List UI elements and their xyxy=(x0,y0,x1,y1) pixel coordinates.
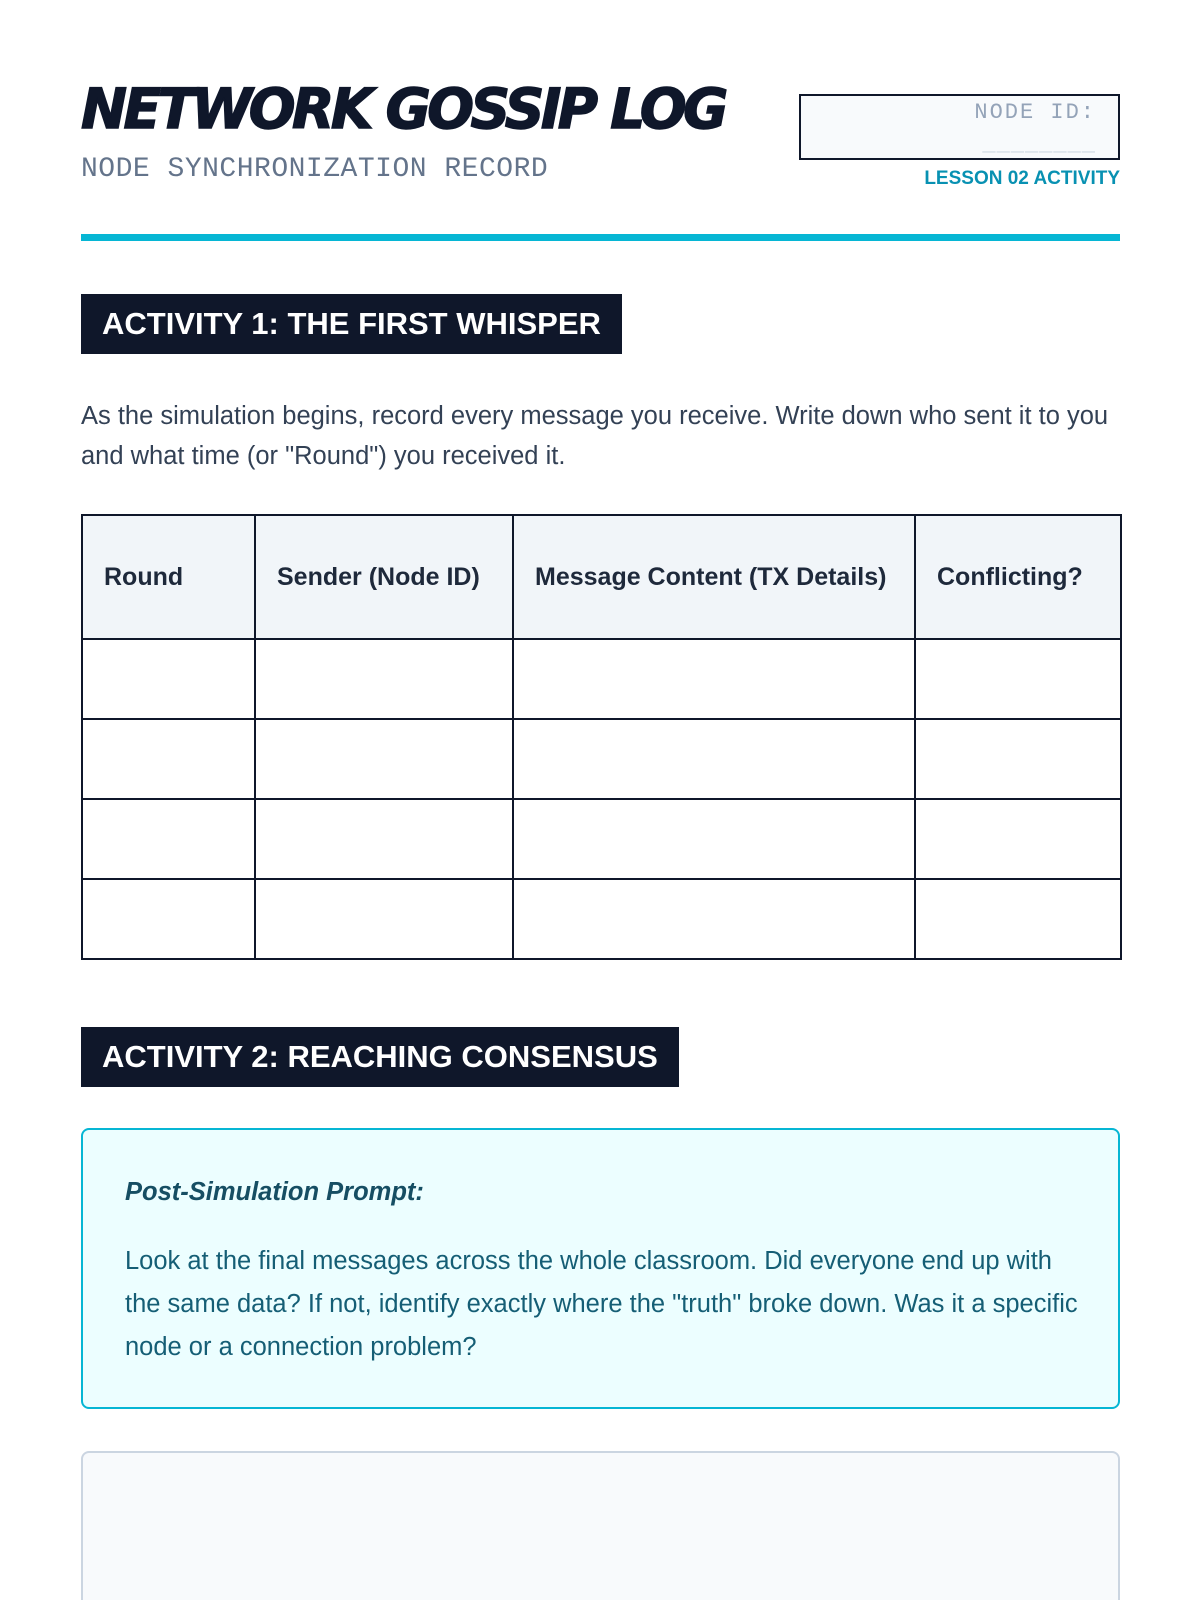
table-row xyxy=(82,799,1121,879)
table-cell[interactable] xyxy=(915,719,1121,799)
table-cell[interactable] xyxy=(255,639,513,719)
column-header-message-content: Message Content (TX Details) xyxy=(513,515,915,639)
prompt-title: Post-Simulation Prompt: xyxy=(125,1178,424,1206)
activity-2-heading: ACTIVITY 2: REACHING CONSENSUS xyxy=(81,1027,679,1087)
page-subtitle: NODE SYNCHRONIZATION RECORD xyxy=(81,154,549,185)
node-id-blank-line: ________ xyxy=(982,132,1096,157)
table-cell[interactable] xyxy=(82,879,255,959)
header-divider xyxy=(81,234,1120,241)
message-log-table xyxy=(81,514,1122,960)
activity-1-instructions: As the simulation begins, record every message you receive. Write down who sent it to you and what time (or "Round") you received it. xyxy=(81,402,1109,470)
table-row xyxy=(82,719,1121,799)
column-header-conflicting: Conflicting? xyxy=(915,515,1121,639)
page-header xyxy=(81,0,1120,242)
prompt-text: Look at the final messages across the whole classroom. Did everyone end up with the same data? If not, identify exactly where the "truth" broke down. Was it a specific node or a connection problem? xyxy=(125,1247,1078,1361)
activity-1-heading: ACTIVITY 1: THE FIRST WHISPER xyxy=(81,294,622,354)
column-header-sender: Sender (Node ID) xyxy=(255,515,513,639)
table-cell[interactable] xyxy=(82,719,255,799)
table-cell[interactable] xyxy=(82,799,255,879)
column-header-round: Round xyxy=(82,515,255,639)
table-cell[interactable] xyxy=(513,799,915,879)
table-cell[interactable] xyxy=(915,879,1121,959)
table-cell[interactable] xyxy=(513,639,915,719)
table-row xyxy=(82,879,1121,959)
table-cell[interactable] xyxy=(915,799,1121,879)
table-cell[interactable] xyxy=(513,719,915,799)
post-simulation-prompt-box xyxy=(81,1128,1120,1409)
table-row xyxy=(82,639,1121,719)
table-cell[interactable] xyxy=(82,639,255,719)
table-cell[interactable] xyxy=(915,639,1121,719)
lesson-tag: LESSON 02 ACTIVITY xyxy=(924,168,1120,189)
table-header-row xyxy=(82,515,1121,639)
node-id-field[interactable] xyxy=(799,94,1120,160)
node-id-label: NODE ID: xyxy=(974,100,1096,125)
answer-area[interactable] xyxy=(81,1451,1120,1600)
worksheet-page xyxy=(81,0,1120,1600)
table-cell[interactable] xyxy=(255,719,513,799)
table-cell[interactable] xyxy=(513,879,915,959)
table-cell[interactable] xyxy=(255,879,513,959)
table-cell[interactable] xyxy=(255,799,513,879)
page-title: NETWORK GOSSIP LOG xyxy=(81,77,725,141)
